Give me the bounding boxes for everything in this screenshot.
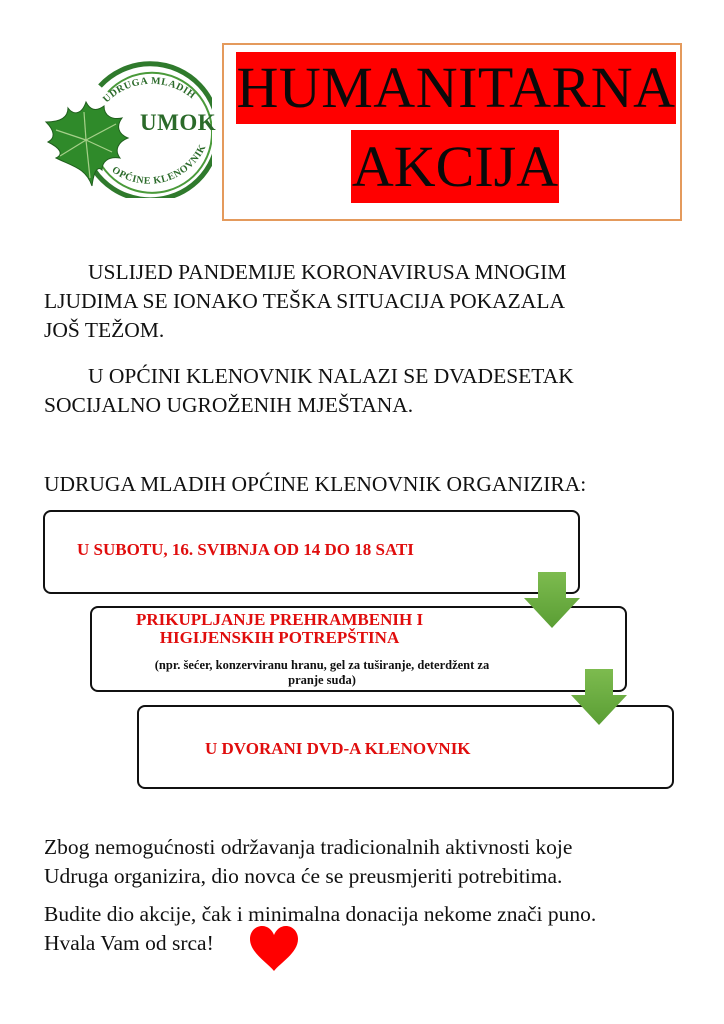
- intro-p1-line-1: USLIJED PANDEMIJE KORONAVIRUSA MNOGIM: [88, 260, 567, 284]
- intro-p2-line-2: SOCIJALNO UGROŽENIH MJEŠTANA.: [44, 393, 414, 417]
- title-line-2: AKCIJA: [351, 130, 559, 203]
- closing-p1-line-1: Zbog nemogućnosti održavanja tradicionalnih aktivnosti koje: [44, 835, 573, 859]
- flow-step-2-title-line-2: HIGIJENSKIH POTREPŠTINA: [159, 628, 400, 647]
- arrow-down-icon: [524, 572, 580, 630]
- logo-bottom-arc-text: OPĆINE KLENOVNIK: [109, 142, 209, 187]
- intro-p1-line-3: JOŠ TEŽOM.: [44, 318, 165, 342]
- closing-paragraph-2: [44, 900, 684, 958]
- closing-p2-line-1: Budite dio akcije, čak i minimalna donacija nekome znači puno.: [44, 902, 597, 926]
- arrow-down-icon: [571, 669, 627, 727]
- flow-step-2-title-line-1: PRIKUPLJANJE PREHRAMBENIH I: [135, 610, 424, 629]
- flow-step-1-box: [43, 510, 580, 594]
- closing-p1-line-2: Udruga organizira, dio novca će se preusmjeriti potrebitima.: [44, 864, 563, 888]
- logo-top-arc-text: UDRUGA MLADIH: [101, 75, 198, 106]
- title-box: [222, 43, 682, 221]
- intro-p1-line-2: LJUDIMA SE IONAKO TEŠKA SITUACIJA POKAZALA: [44, 289, 565, 313]
- svg-text:OPĆINE KLENOVNIK: [110, 143, 209, 187]
- logo-center-text: UMOK: [140, 110, 217, 135]
- flow-step-2-note-line-2: pranje suđa): [288, 673, 356, 687]
- flow-step-2-note-line-1: (npr. šećer, konzerviranu hranu, gel za tuširanje, deterdžent za: [154, 658, 490, 672]
- heart-icon: [248, 925, 300, 971]
- umok-logo: [42, 58, 217, 198]
- flow-step-1-text: U SUBOTU, 16. SVIBNJA OD 14 DO 18 SATI: [77, 540, 414, 559]
- organizer-heading: UDRUGA MLADIH OPĆINE KLENOVNIK ORGANIZIRA:: [44, 472, 587, 496]
- intro-paragraph-2: [44, 362, 684, 420]
- closing-paragraph-1: [44, 833, 684, 891]
- flow-step-3-text: U DVORANI DVD-A KLENOVNIK: [205, 739, 471, 758]
- intro-paragraph-1: [44, 258, 684, 345]
- closing-p2-line-2: Hvala Vam od srca!: [44, 931, 214, 955]
- title-line-1: HUMANITARNA: [236, 52, 676, 124]
- intro-p2-line-1: U OPĆINI KLENOVNIK NALAZI SE DVADESETAK: [88, 364, 574, 388]
